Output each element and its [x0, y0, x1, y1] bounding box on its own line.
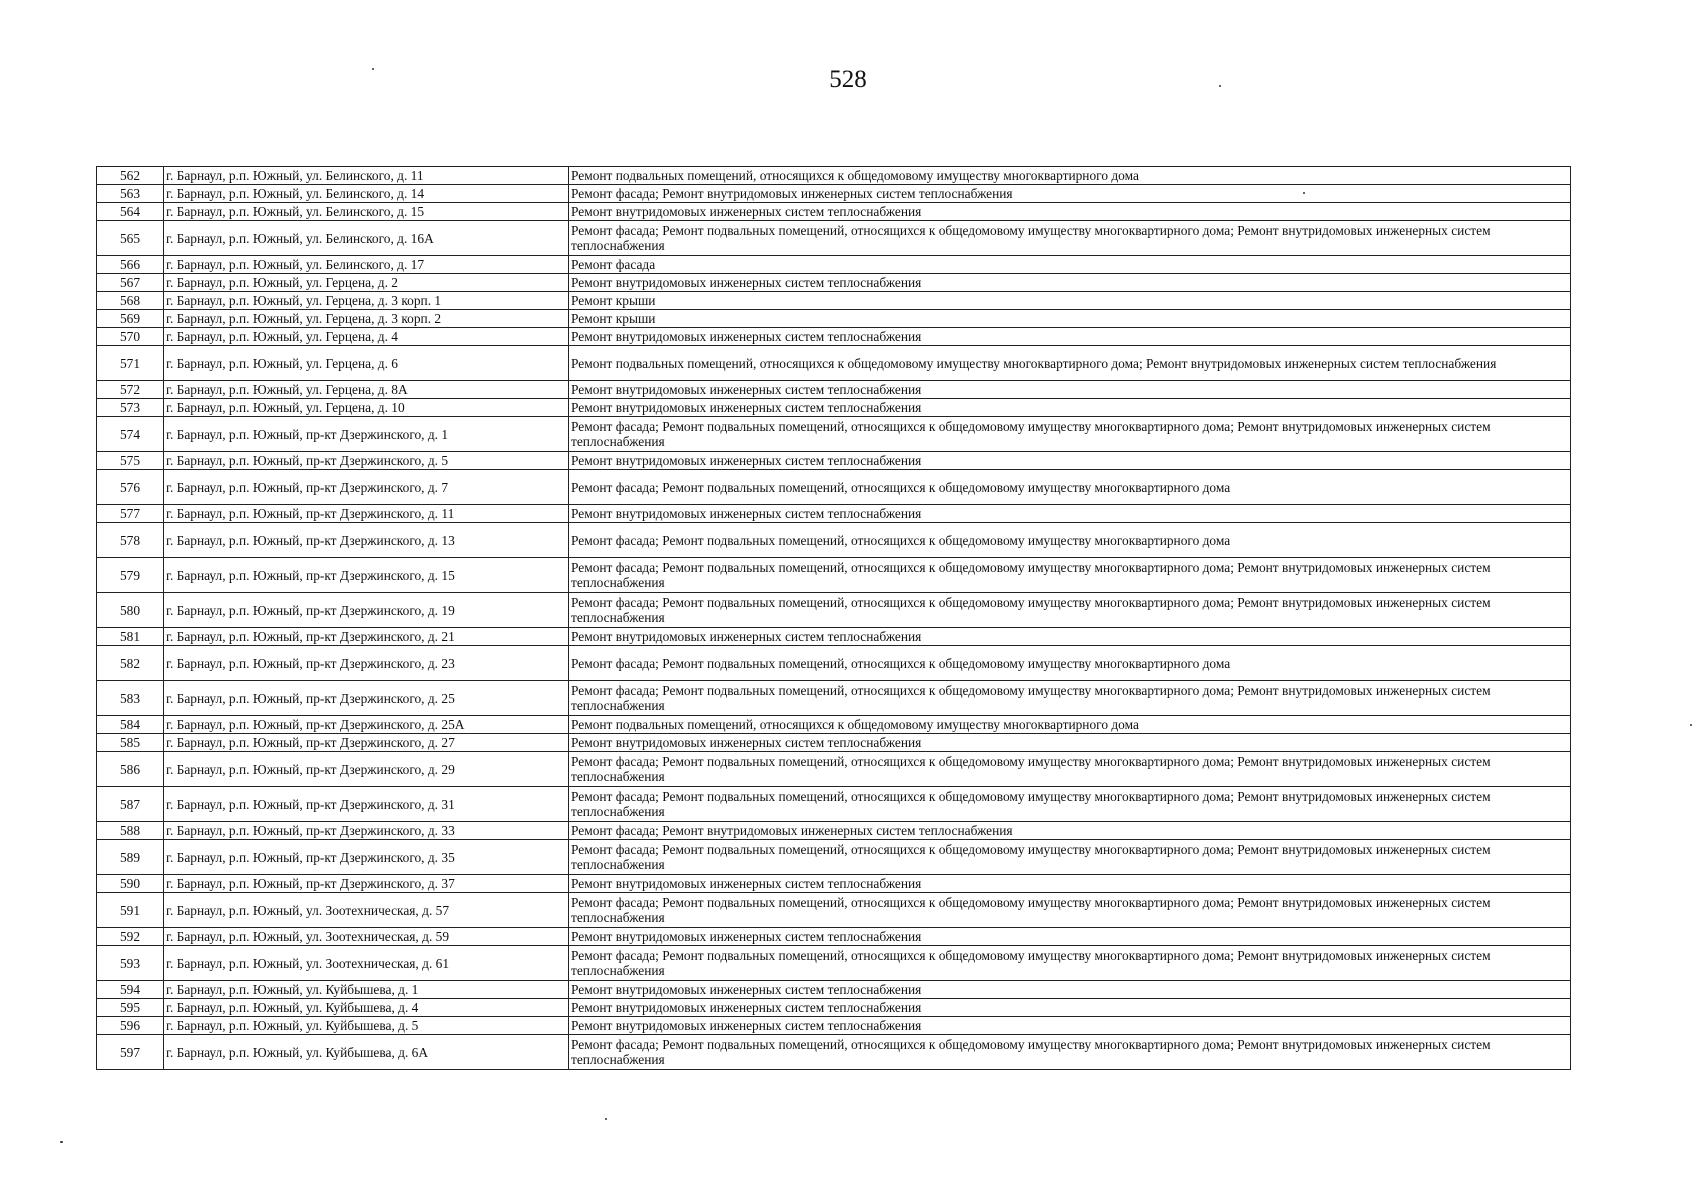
- address-cell: г. Барнаул, р.п. Южный, ул. Белинского, д. 11: [164, 167, 569, 185]
- works-cell: Ремонт внутридомовых инженерных систем теплоснабжения: [569, 875, 1571, 893]
- table-row: [97, 167, 1571, 185]
- row-number-cell: 567: [97, 274, 164, 292]
- address-cell: г. Барнаул, р.п. Южный, ул. Куйбышева, д. 6А: [164, 1035, 569, 1070]
- table-row: [97, 417, 1571, 452]
- row-number-cell: 588: [97, 822, 164, 840]
- works-cell: Ремонт фасада; Ремонт подвальных помещений, относящихся к общедомовому имуществу многоквартирного дома; Ремонт внутридомовых инженерных систем теплоснабжения: [569, 558, 1571, 593]
- table-row: [97, 628, 1571, 646]
- address-cell: г. Барнаул, р.п. Южный, пр-кт Дзержинского, д. 23: [164, 646, 569, 681]
- row-number-cell: 589: [97, 840, 164, 875]
- row-number-cell: 581: [97, 628, 164, 646]
- address-cell: г. Барнаул, р.п. Южный, пр-кт Дзержинского, д. 21: [164, 628, 569, 646]
- works-cell: Ремонт фасада; Ремонт подвальных помещений, относящихся к общедомовому имуществу многоквартирного дома; Ремонт внутридомовых инженерных систем теплоснабжения: [569, 1035, 1571, 1070]
- table-row: [97, 893, 1571, 928]
- page-number: 528: [829, 66, 867, 93]
- table-row: [97, 875, 1571, 893]
- works-cell: Ремонт фасада; Ремонт подвальных помещений, относящихся к общедомовому имуществу многоквартирного дома; Ремонт внутридомовых инженерных систем теплоснабжения: [569, 417, 1571, 452]
- table-row: [97, 593, 1571, 628]
- address-cell: г. Барнаул, р.п. Южный, ул. Белинского, д. 16А: [164, 221, 569, 256]
- address-cell: г. Барнаул, р.п. Южный, пр-кт Дзержинского, д. 33: [164, 822, 569, 840]
- table-row: [97, 505, 1571, 523]
- row-number-cell: 571: [97, 346, 164, 381]
- works-cell: Ремонт фасада; Ремонт подвальных помещений, относящихся к общедомовому имуществу многоквартирного дома: [569, 470, 1571, 505]
- address-cell: г. Барнаул, р.п. Южный, пр-кт Дзержинского, д. 13: [164, 523, 569, 558]
- address-cell: г. Барнаул, р.п. Южный, ул. Зоотехническая, д. 59: [164, 928, 569, 946]
- works-cell: Ремонт подвальных помещений, относящихся к общедомовому имуществу многоквартирного дома; Ремонт внутридомовых инженерных систем теплоснабжения: [569, 346, 1571, 381]
- scan-speck: [605, 1118, 607, 1120]
- works-cell: Ремонт фасада; Ремонт подвальных помещений, относящихся к общедомовому имуществу многоквартирного дома: [569, 646, 1571, 681]
- row-number-cell: 593: [97, 946, 164, 981]
- row-number-cell: 573: [97, 399, 164, 417]
- works-cell: Ремонт фасада; Ремонт подвальных помещений, относящихся к общедомовому имуществу многоквартирного дома; Ремонт внутридомовых инженерных систем теплоснабжения: [569, 893, 1571, 928]
- row-number-cell: 575: [97, 452, 164, 470]
- row-number-cell: 574: [97, 417, 164, 452]
- row-number-cell: 572: [97, 381, 164, 399]
- row-number-cell: 570: [97, 328, 164, 346]
- row-number-cell: 568: [97, 292, 164, 310]
- table-row: [97, 840, 1571, 875]
- address-cell: г. Барнаул, р.п. Южный, ул. Герцена, д. 6: [164, 346, 569, 381]
- table-row: [97, 787, 1571, 822]
- table-row: [97, 470, 1571, 505]
- address-cell: г. Барнаул, р.п. Южный, ул. Белинского, д. 15: [164, 203, 569, 221]
- address-cell: г. Барнаул, р.п. Южный, ул. Зоотехническая, д. 61: [164, 946, 569, 981]
- address-cell: г. Барнаул, р.п. Южный, ул. Белинского, д. 14: [164, 185, 569, 203]
- address-cell: г. Барнаул, р.п. Южный, ул. Куйбышева, д. 1: [164, 981, 569, 999]
- row-number-cell: 563: [97, 185, 164, 203]
- works-cell: Ремонт фасада; Ремонт внутридомовых инженерных систем теплоснабжения: [569, 185, 1571, 203]
- works-cell: Ремонт фасада; Ремонт подвальных помещений, относящихся к общедомовому имуществу многоквартирного дома; Ремонт внутридомовых инженерных систем теплоснабжения: [569, 946, 1571, 981]
- row-number-cell: 582: [97, 646, 164, 681]
- works-cell: Ремонт внутридомовых инженерных систем теплоснабжения: [569, 505, 1571, 523]
- table-row: [97, 681, 1571, 716]
- works-cell: Ремонт фасада; Ремонт подвальных помещений, относящихся к общедомовому имуществу многоквартирного дома; Ремонт внутридомовых инженерных систем теплоснабжения: [569, 593, 1571, 628]
- works-cell: Ремонт внутридомовых инженерных систем теплоснабжения: [569, 381, 1571, 399]
- table-row: [97, 716, 1571, 734]
- table-row: [97, 256, 1571, 274]
- table-row: [97, 752, 1571, 787]
- row-number-cell: 566: [97, 256, 164, 274]
- address-cell: г. Барнаул, р.п. Южный, ул. Герцена, д. 4: [164, 328, 569, 346]
- table-row: [97, 1035, 1571, 1070]
- row-number-cell: 583: [97, 681, 164, 716]
- address-cell: г. Барнаул, р.п. Южный, ул. Герцена, д. 3 корп. 1: [164, 292, 569, 310]
- table-row: [97, 346, 1571, 381]
- row-number-cell: 586: [97, 752, 164, 787]
- works-cell: Ремонт подвальных помещений, относящихся к общедомовому имуществу многоквартирного дома: [569, 167, 1571, 185]
- table-row: [97, 381, 1571, 399]
- row-number-cell: 580: [97, 593, 164, 628]
- address-cell: г. Барнаул, р.п. Южный, пр-кт Дзержинского, д. 29: [164, 752, 569, 787]
- table-row: [97, 328, 1571, 346]
- row-number-cell: 587: [97, 787, 164, 822]
- table-row: [97, 946, 1571, 981]
- address-cell: г. Барнаул, р.п. Южный, ул. Герцена, д. 2: [164, 274, 569, 292]
- row-number-cell: 596: [97, 1017, 164, 1035]
- works-cell: Ремонт подвальных помещений, относящихся к общедомовому имуществу многоквартирного дома: [569, 716, 1571, 734]
- table-row: [97, 928, 1571, 946]
- row-number-cell: 585: [97, 734, 164, 752]
- table-row: [97, 203, 1571, 221]
- address-cell: г. Барнаул, р.п. Южный, пр-кт Дзержинского, д. 5: [164, 452, 569, 470]
- row-number-cell: 576: [97, 470, 164, 505]
- address-cell: г. Барнаул, р.п. Южный, пр-кт Дзержинского, д. 25: [164, 681, 569, 716]
- works-cell: Ремонт крыши: [569, 292, 1571, 310]
- works-cell: Ремонт внутридомовых инженерных систем теплоснабжения: [569, 203, 1571, 221]
- row-number-cell: 592: [97, 928, 164, 946]
- table-row: [97, 734, 1571, 752]
- table-row: [97, 981, 1571, 999]
- address-cell: г. Барнаул, р.п. Южный, пр-кт Дзержинского, д. 15: [164, 558, 569, 593]
- row-number-cell: 564: [97, 203, 164, 221]
- works-cell: Ремонт внутридомовых инженерных систем теплоснабжения: [569, 628, 1571, 646]
- works-cell: Ремонт внутридомовых инженерных систем теплоснабжения: [569, 452, 1571, 470]
- row-number-cell: 594: [97, 981, 164, 999]
- address-cell: г. Барнаул, р.п. Южный, пр-кт Дзержинского, д. 37: [164, 875, 569, 893]
- works-cell: Ремонт фасада; Ремонт подвальных помещений, относящихся к общедомовому имуществу многоквартирного дома; Ремонт внутридомовых инженерных систем теплоснабжения: [569, 221, 1571, 256]
- works-cell: Ремонт внутридомовых инженерных систем теплоснабжения: [569, 399, 1571, 417]
- works-cell: Ремонт внутридомовых инженерных систем теплоснабжения: [569, 999, 1571, 1017]
- row-number-cell: 562: [97, 167, 164, 185]
- row-number-cell: 597: [97, 1035, 164, 1070]
- address-cell: г. Барнаул, р.п. Южный, пр-кт Дзержинского, д. 31: [164, 787, 569, 822]
- row-number-cell: 595: [97, 999, 164, 1017]
- works-cell: Ремонт внутридомовых инженерных систем теплоснабжения: [569, 928, 1571, 946]
- row-number-cell: 584: [97, 716, 164, 734]
- works-cell: Ремонт фасада; Ремонт подвальных помещений, относящихся к общедомовому имуществу многоквартирного дома; Ремонт внутридомовых инженерных систем теплоснабжения: [569, 752, 1571, 787]
- address-cell: г. Барнаул, р.п. Южный, ул. Герцена, д. 3 корп. 2: [164, 310, 569, 328]
- scan-speck: [60, 1141, 63, 1143]
- works-cell: Ремонт фасада; Ремонт подвальных помещений, относящихся к общедомовому имуществу многоквартирного дома: [569, 523, 1571, 558]
- address-cell: г. Барнаул, р.п. Южный, пр-кт Дзержинского, д. 35: [164, 840, 569, 875]
- table-row: [97, 1017, 1571, 1035]
- address-cell: г. Барнаул, р.п. Южный, пр-кт Дзержинского, д. 11: [164, 505, 569, 523]
- table-row: [97, 221, 1571, 256]
- table-row: [97, 558, 1571, 593]
- table-row: [97, 292, 1571, 310]
- row-number-cell: 590: [97, 875, 164, 893]
- scan-speck: [1219, 85, 1221, 87]
- works-cell: Ремонт внутридомовых инженерных систем теплоснабжения: [569, 1017, 1571, 1035]
- table-row: [97, 523, 1571, 558]
- table-row: [97, 999, 1571, 1017]
- table-row: [97, 646, 1571, 681]
- table-body: [97, 167, 1571, 1070]
- address-cell: г. Барнаул, р.п. Южный, ул. Герцена, д. 8А: [164, 381, 569, 399]
- row-number-cell: 579: [97, 558, 164, 593]
- row-number-cell: 577: [97, 505, 164, 523]
- address-cell: г. Барнаул, р.п. Южный, ул. Куйбышева, д. 5: [164, 1017, 569, 1035]
- table-row: [97, 452, 1571, 470]
- table-row: [97, 399, 1571, 417]
- works-cell: Ремонт внутридомовых инженерных систем теплоснабжения: [569, 734, 1571, 752]
- works-cell: Ремонт внутридомовых инженерных систем теплоснабжения: [569, 274, 1571, 292]
- works-cell: Ремонт фасада; Ремонт подвальных помещений, относящихся к общедомовому имуществу многоквартирного дома; Ремонт внутридомовых инженерных систем теплоснабжения: [569, 840, 1571, 875]
- address-cell: г. Барнаул, р.п. Южный, пр-кт Дзержинского, д. 25А: [164, 716, 569, 734]
- address-cell: г. Барнаул, р.п. Южный, пр-кт Дзержинского, д. 1: [164, 417, 569, 452]
- address-cell: г. Барнаул, р.п. Южный, ул. Герцена, д. 10: [164, 399, 569, 417]
- works-cell: Ремонт фасада: [569, 256, 1571, 274]
- works-cell: Ремонт фасада; Ремонт подвальных помещений, относящихся к общедомовому имуществу многоквартирного дома; Ремонт внутридомовых инженерных систем теплоснабжения: [569, 787, 1571, 822]
- table-row: [97, 185, 1571, 203]
- works-cell: Ремонт внутридомовых инженерных систем теплоснабжения: [569, 981, 1571, 999]
- row-number-cell: 578: [97, 523, 164, 558]
- works-cell: Ремонт фасада; Ремонт внутридомовых инженерных систем теплоснабжения: [569, 822, 1571, 840]
- address-cell: г. Барнаул, р.п. Южный, ул. Белинского, д. 17: [164, 256, 569, 274]
- row-number-cell: 591: [97, 893, 164, 928]
- works-cell: Ремонт внутридомовых инженерных систем теплоснабжения: [569, 328, 1571, 346]
- address-cell: г. Барнаул, р.п. Южный, пр-кт Дзержинского, д. 19: [164, 593, 569, 628]
- houses-repair-table: [96, 166, 1571, 1070]
- table-row: [97, 822, 1571, 840]
- scan-speck: [372, 68, 374, 70]
- works-cell: Ремонт фасада; Ремонт подвальных помещений, относящихся к общедомовому имуществу многоквартирного дома; Ремонт внутридомовых инженерных систем теплоснабжения: [569, 681, 1571, 716]
- table-row: [97, 274, 1571, 292]
- address-cell: г. Барнаул, р.п. Южный, ул. Зоотехническая, д. 57: [164, 893, 569, 928]
- works-cell: Ремонт крыши: [569, 310, 1571, 328]
- address-cell: г. Барнаул, р.п. Южный, пр-кт Дзержинского, д. 7: [164, 470, 569, 505]
- row-number-cell: 569: [97, 310, 164, 328]
- scan-speck: [1690, 724, 1692, 726]
- table-row: [97, 310, 1571, 328]
- address-cell: г. Барнаул, р.п. Южный, ул. Куйбышева, д. 4: [164, 999, 569, 1017]
- address-cell: г. Барнаул, р.п. Южный, пр-кт Дзержинского, д. 27: [164, 734, 569, 752]
- row-number-cell: 565: [97, 221, 164, 256]
